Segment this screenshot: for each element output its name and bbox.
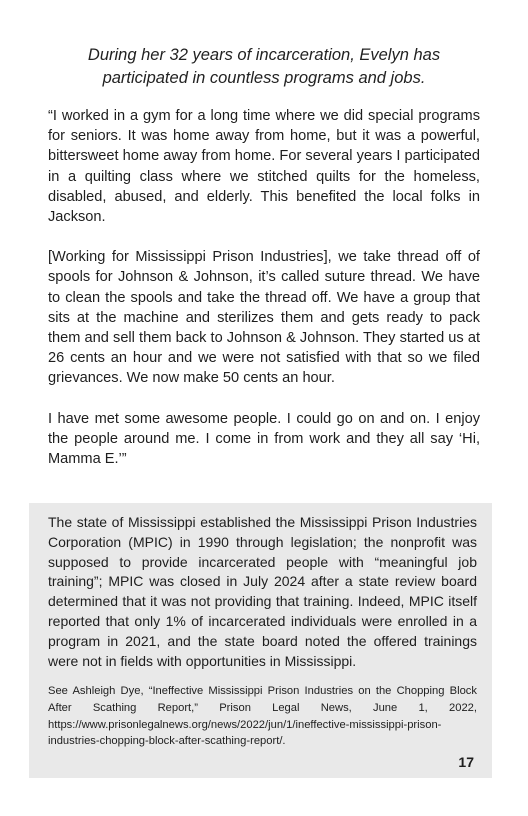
page-number: 17 <box>458 754 474 770</box>
sidebar-box <box>29 503 492 778</box>
quote-block <box>48 106 480 469</box>
quote-paragraph: [Working for Mississippi Prison Industries], we take thread off of spools for Johnson & Johnson, it’s called suture thread. We have to clean the spools and take the thread off. We have a group that sits at the machine and sterilizes them and gets ready to pack them and sell them back to Johnson & Johnson. They started us at 26 cents an hour and we were not satisfied with that so we filed grievances. We now make 50 cents an hour. <box>48 249 480 387</box>
intro-caption: During her 32 years of incarceration, Evelyn has participated in countless programs and jobs. <box>87 46 441 87</box>
sidebar-text: The state of Mississippi established the Mississippi Prison Industries Corporation (MPIC) in 1990 through legislation; the nonprofit was supposed to provide incarcerated people with “meaningful job training”; MPIC was closed in July 2024 after a state review board determined that it was not providing that training. Indeed, MPIC itself reported that only 1% of incarcerated individuals were enrolled in a program in 2021, and the state board noted the offered trainings were not in fields with opportunities in Mississippi. <box>48 514 477 669</box>
sidebar-source-citation: See Ashleigh Dye, “Ineffective Mississippi Prison Industries on the Chopping Block After Scathing Report,” Prison Legal News, June 1, 2022, https://www.prisonlegalnews.org/news/2022/jun/1/ineffective-mississippi-prison-industries-chopping-block-after-scathing-report/. <box>48 685 477 748</box>
quote-paragraph: “I worked in a gym for a long time where we did special programs for seniors. It was home away from home, but it was a powerful, bittersweet home away from home. For several years I participated in a quilting class where we stitched quilts for the homeless, disabled, abused, and elderly. This benefited the local folks in Jackson. <box>48 108 480 226</box>
quote-paragraph: I have met some awesome people. I could go on and on. I enjoy the people around me. I come in from work and they all say ‘Hi, Mamma E.’” <box>48 410 480 468</box>
